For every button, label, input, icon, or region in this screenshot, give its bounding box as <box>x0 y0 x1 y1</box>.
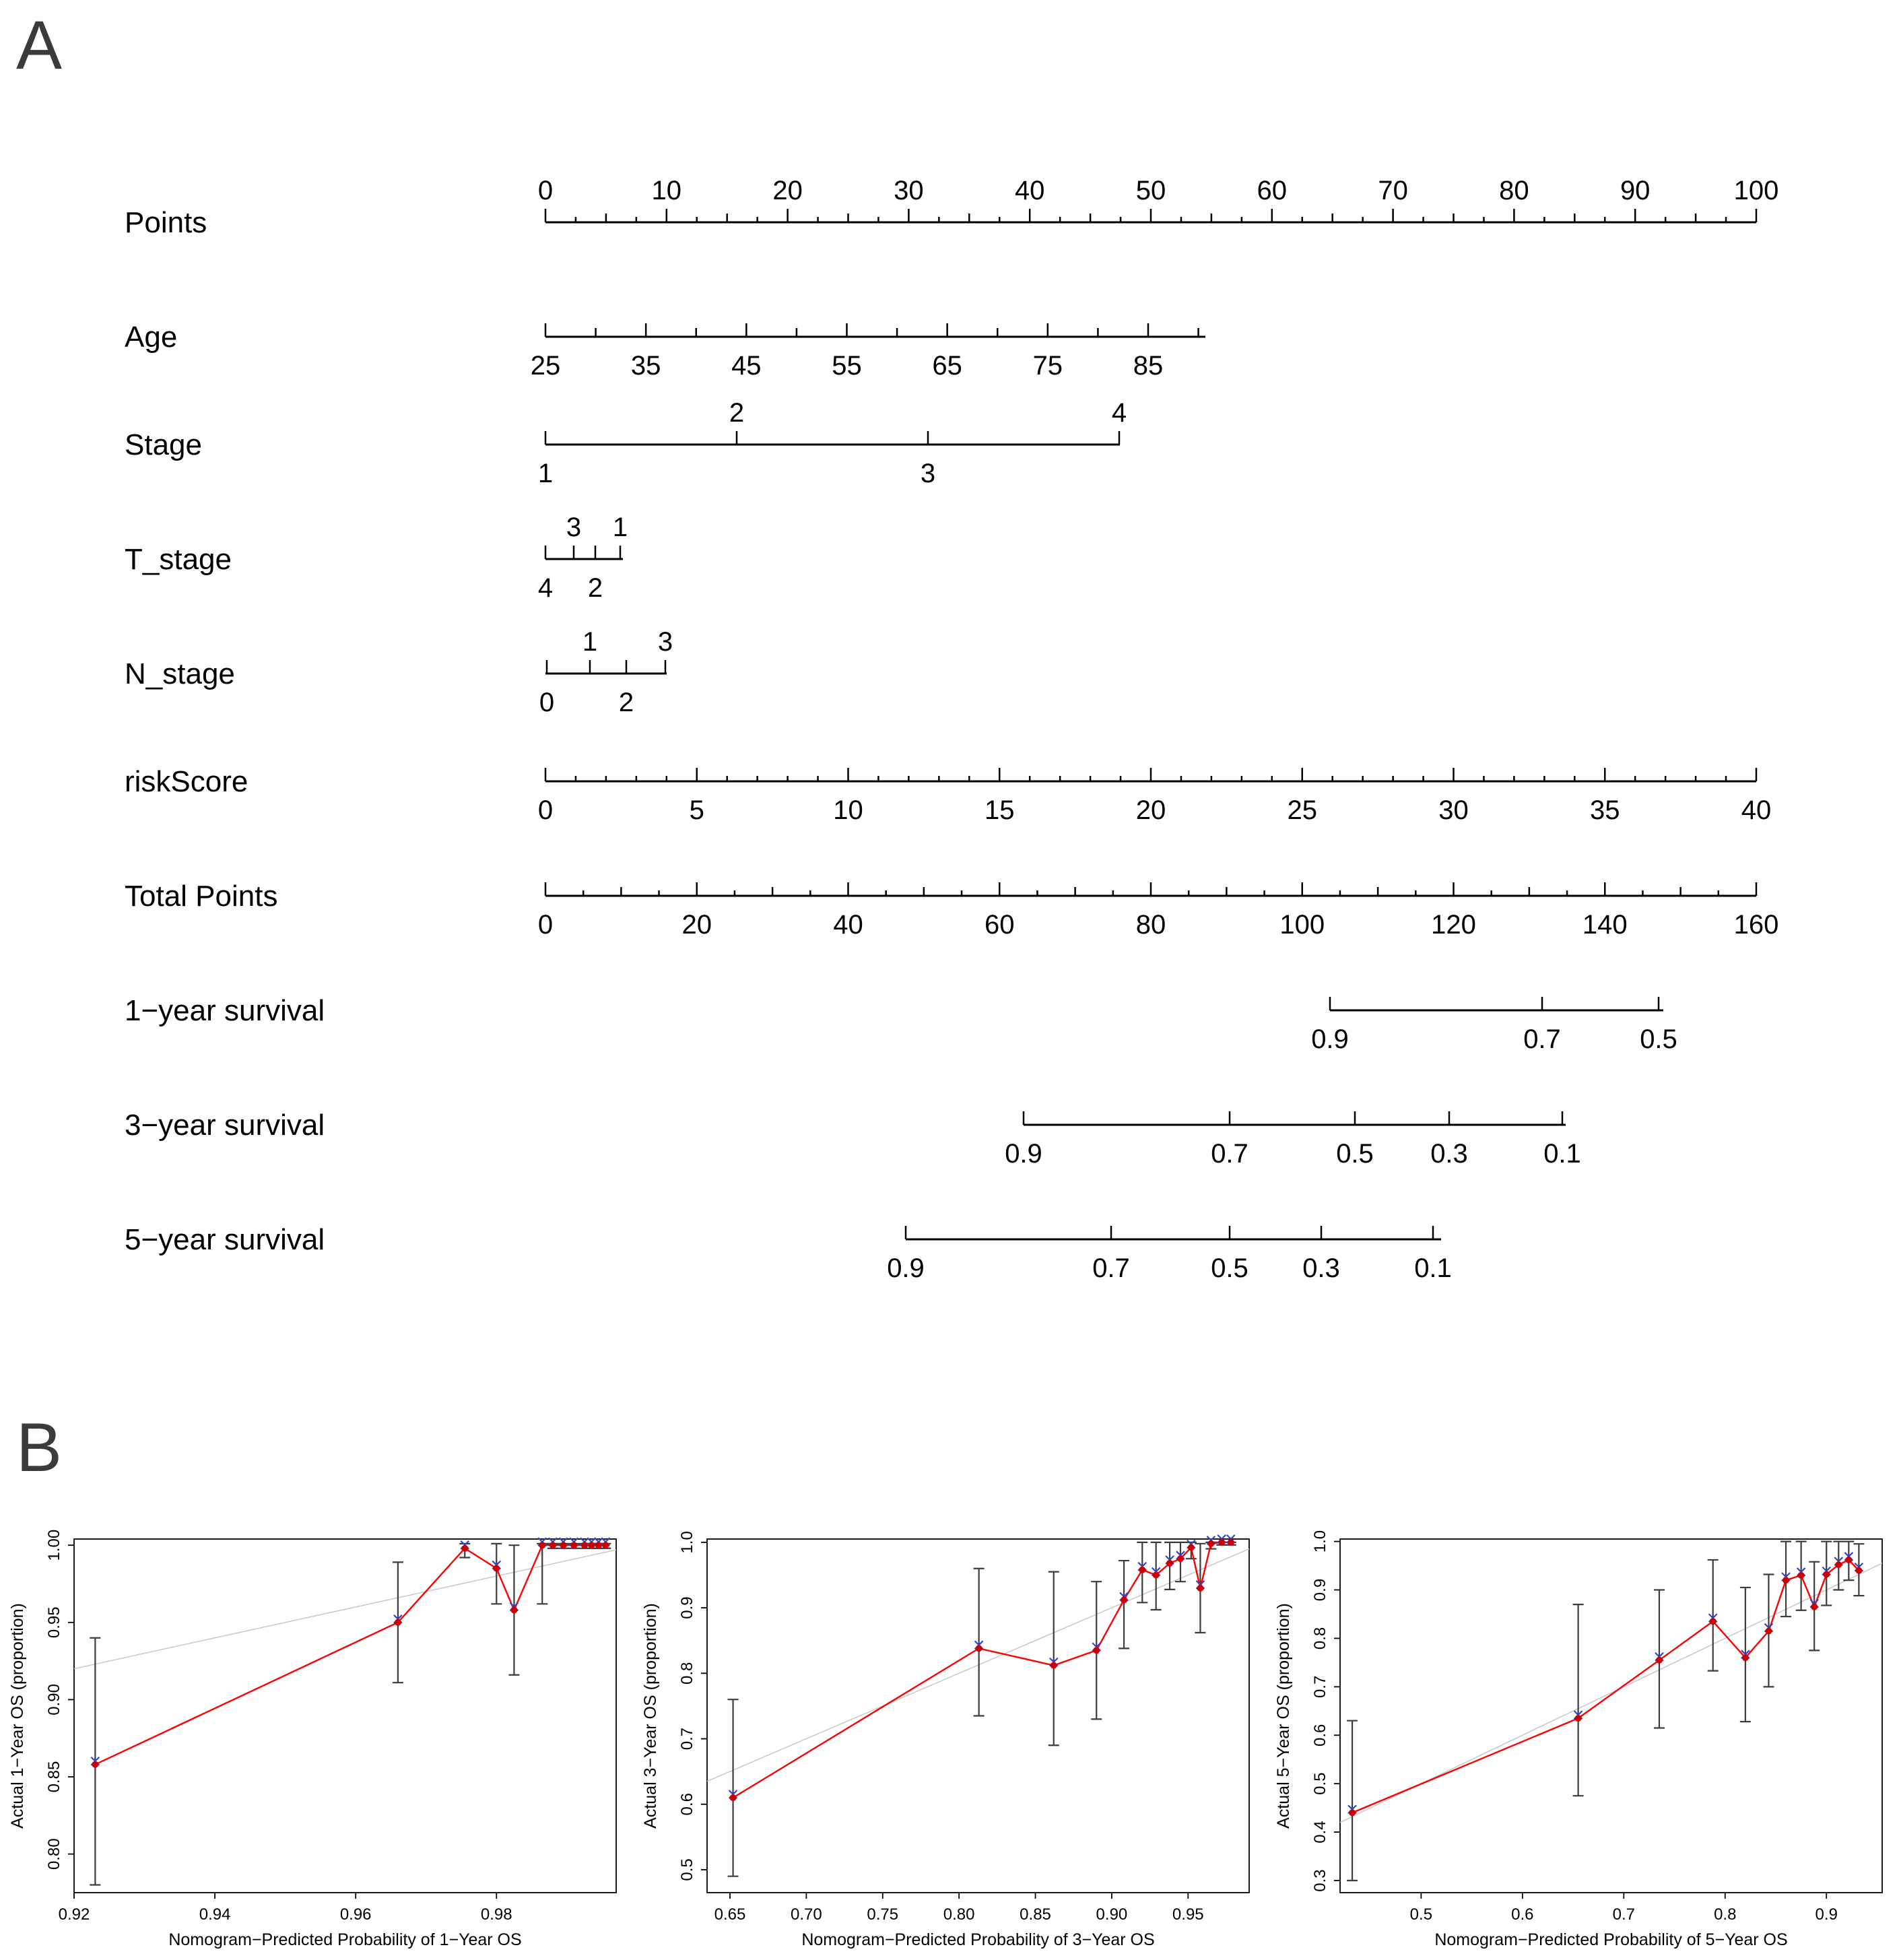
nomogram-row-label: 3−year survival <box>125 1109 325 1142</box>
nomogram-tick-label: 140 <box>1582 910 1628 940</box>
nomogram-tick-label: 55 <box>832 351 862 381</box>
observed-marker <box>560 1542 567 1548</box>
nomogram-tick-label: 35 <box>630 351 661 381</box>
observed-marker <box>539 1542 545 1548</box>
x-tick-label: 0.9 <box>1815 1905 1838 1924</box>
nomogram-tick-label: 2 <box>729 398 745 428</box>
observed-marker <box>581 1542 588 1548</box>
ideal-reference-line <box>74 1550 616 1669</box>
x-tick-label: 0.70 <box>791 1905 822 1924</box>
x-tick-label: 0.7 <box>1612 1905 1635 1924</box>
nomogram-tick-label: 40 <box>1014 176 1045 205</box>
y-tick-label: 0.3 <box>1311 1869 1329 1892</box>
plot-frame <box>74 1539 616 1893</box>
x-tick-label: 0.92 <box>58 1905 90 1924</box>
nomogram-tick-label: 20 <box>1135 795 1166 825</box>
observed-marker <box>395 1619 401 1626</box>
y-tick-label: 0.5 <box>678 1858 696 1881</box>
observed-marker <box>1710 1618 1717 1625</box>
observed-marker <box>1188 1544 1195 1551</box>
x-tick-label: 0.6 <box>1511 1905 1534 1924</box>
x-tick-label: 0.85 <box>1020 1905 1051 1924</box>
nomogram-tick-label: 0.1 <box>1414 1253 1452 1283</box>
nomogram-tick-label: 4 <box>537 573 554 603</box>
nomogram-tick-label: 2 <box>587 573 603 603</box>
nomogram-tick-label: 100 <box>1733 176 1779 205</box>
y-tick-label: 0.5 <box>1311 1772 1329 1795</box>
nomogram-tick-label: 0.7 <box>1211 1139 1248 1169</box>
nomogram-tick-label: 1 <box>537 459 554 488</box>
nomogram-row-label: Stage <box>125 428 202 461</box>
nomogram-row-label: Age <box>125 321 178 354</box>
nomogram-tick-label: 1 <box>582 627 598 657</box>
nomogram-tick-label: 0 <box>539 688 555 717</box>
nomogram-tick-label: 30 <box>894 176 924 205</box>
observed-marker <box>493 1565 500 1572</box>
nomogram-tick-label: 4 <box>1111 398 1127 428</box>
nomogram-row-label: Points <box>125 206 207 239</box>
y-tick-label: 0.7 <box>678 1727 696 1751</box>
nomogram-tick-label: 3 <box>566 513 582 542</box>
observed-marker <box>510 1606 517 1613</box>
y-axis-title: Actual 5−Year OS (proportion) <box>1274 1603 1293 1829</box>
y-tick-label: 0.4 <box>1311 1821 1329 1843</box>
x-tick-label: 0.5 <box>1409 1905 1433 1924</box>
y-tick-label: 0.95 <box>45 1606 63 1639</box>
nomogram-tick-label: 30 <box>1438 795 1469 825</box>
nomogram-row-label: T_stage <box>125 543 232 576</box>
x-tick-label: 0.8 <box>1714 1905 1737 1924</box>
y-tick-label: 0.6 <box>1311 1724 1329 1746</box>
nomogram-tick-label: 40 <box>1741 795 1772 825</box>
nomogram-tick-label: 90 <box>1620 176 1651 205</box>
observed-marker <box>92 1761 98 1768</box>
nomogram-row-label: 5−year survival <box>125 1223 325 1256</box>
calibration-line <box>1352 1560 1859 1812</box>
observed-marker <box>1811 1604 1818 1610</box>
nomogram-tick-label: 80 <box>1135 910 1166 940</box>
observed-marker <box>1783 1577 1789 1583</box>
y-axis-title: Actual 1−Year OS (proportion) <box>8 1603 27 1829</box>
observed-marker <box>1093 1647 1100 1654</box>
observed-marker <box>1835 1561 1842 1568</box>
nomogram-tick-label: 0.7 <box>1092 1253 1130 1283</box>
x-axis-title: Nomogram−Predicted Probability of 1−Year OS <box>168 1930 522 1949</box>
observed-marker <box>1177 1555 1184 1562</box>
nomogram-tick-label: 20 <box>772 176 803 205</box>
nomogram-tick-label: 40 <box>833 910 863 940</box>
observed-marker <box>1575 1715 1582 1722</box>
nomogram-tick-label: 0.5 <box>1640 1024 1677 1054</box>
y-axis-title: Actual 3−Year OS (proportion) <box>641 1603 660 1829</box>
y-tick-label: 0.90 <box>45 1684 63 1716</box>
nomogram-tick-label: 0.9 <box>1005 1139 1042 1169</box>
x-tick-label: 0.95 <box>1172 1905 1204 1924</box>
nomogram-tick-label: 0.3 <box>1302 1253 1340 1283</box>
observed-marker <box>1197 1585 1203 1592</box>
nomogram-tick-label: 45 <box>731 351 762 381</box>
nomogram-tick-label: 70 <box>1378 176 1408 205</box>
observed-marker <box>976 1645 982 1652</box>
nomogram-row-label: 1−year survival <box>125 994 325 1027</box>
observed-marker <box>1166 1560 1173 1567</box>
observed-marker <box>1845 1557 1852 1563</box>
observed-marker <box>1349 1809 1356 1816</box>
calibration-line <box>95 1545 605 1765</box>
nomogram-tick-label: 1 <box>612 513 628 542</box>
observed-marker <box>1855 1567 1862 1574</box>
nomogram-tick-label: 3 <box>657 627 673 657</box>
x-tick-label: 0.98 <box>480 1905 512 1924</box>
y-tick-label: 0.6 <box>678 1793 696 1816</box>
nomogram-tick-label: 20 <box>681 910 712 940</box>
nomogram-tick-label: 25 <box>530 351 561 381</box>
nomogram-tick-label: 0.5 <box>1211 1253 1248 1283</box>
y-tick-label: 1.0 <box>678 1531 696 1554</box>
y-tick-label: 1.00 <box>45 1529 63 1561</box>
panel-a-label: A <box>16 7 63 84</box>
observed-marker <box>1121 1596 1127 1603</box>
calibration-plot-3-year <box>633 1519 1266 1960</box>
x-tick-label: 0.96 <box>339 1905 372 1924</box>
y-tick-label: 0.8 <box>678 1662 696 1685</box>
observed-marker <box>595 1542 602 1548</box>
nomogram-tick-label: 120 <box>1431 910 1476 940</box>
nomogram-row-label: N_stage <box>125 657 235 690</box>
y-tick-label: 0.8 <box>1311 1627 1329 1650</box>
nomogram-tick-label: 85 <box>1133 351 1164 381</box>
observed-marker <box>1823 1571 1830 1578</box>
panel-b-label: B <box>16 1409 63 1486</box>
observed-marker <box>1742 1654 1749 1661</box>
y-tick-label: 0.80 <box>45 1838 63 1870</box>
observed-marker <box>1139 1567 1145 1573</box>
observed-marker <box>1153 1571 1160 1578</box>
nomogram-tick-label: 100 <box>1279 910 1325 940</box>
calibration-plot-5-year <box>1266 1519 1899 1960</box>
y-tick-label: 0.85 <box>45 1761 63 1793</box>
nomogram-tick-label: 50 <box>1135 176 1166 205</box>
nomogram-tick-label: 0.1 <box>1543 1139 1581 1169</box>
nomogram-row-label: Total Points <box>125 880 278 913</box>
x-tick-label: 0.80 <box>943 1905 975 1924</box>
nomogram-tick-label: 0 <box>537 910 554 940</box>
nomogram-tick-label: 10 <box>833 795 863 825</box>
nomogram-tick-label: 10 <box>651 176 682 205</box>
x-tick-label: 0.75 <box>867 1905 899 1924</box>
x-axis-title: Nomogram−Predicted Probability of 3−Year OS <box>801 1930 1155 1949</box>
observed-marker <box>1798 1572 1805 1579</box>
observed-marker <box>730 1794 737 1801</box>
calibration-plots-row <box>0 1519 1899 1960</box>
observed-marker <box>549 1542 556 1548</box>
nomogram-tick-label: 35 <box>1590 795 1620 825</box>
x-axis-title: Nomogram−Predicted Probability of 5−Year OS <box>1434 1930 1788 1949</box>
nomogram-tick-label: 5 <box>689 795 704 825</box>
nomogram-tick-label: 0.9 <box>887 1253 925 1283</box>
observed-marker <box>461 1545 468 1552</box>
nomogram-tick-label: 160 <box>1733 910 1779 940</box>
nomogram-tick-label: 60 <box>985 910 1015 940</box>
nomogram-tick-label: 0.3 <box>1430 1139 1468 1169</box>
observed-marker <box>1228 1539 1234 1546</box>
nomogram-tick-label: 25 <box>1287 795 1317 825</box>
calibration-plot-1-year <box>0 1519 633 1960</box>
observed-marker <box>1051 1662 1057 1669</box>
nomogram-tick-label: 80 <box>1499 176 1529 205</box>
y-tick-label: 1.0 <box>1311 1530 1329 1553</box>
x-tick-label: 0.65 <box>714 1905 746 1924</box>
nomogram-tick-label: 0.7 <box>1523 1024 1561 1054</box>
nomogram-tick-label: 2 <box>618 688 634 717</box>
nomogram-tick-label: 0.9 <box>1311 1024 1349 1054</box>
nomogram-tick-label: 0 <box>537 176 554 205</box>
nomogram-row-label: riskScore <box>125 765 248 798</box>
observed-marker <box>1765 1628 1772 1635</box>
x-tick-label: 0.90 <box>1096 1905 1128 1924</box>
observed-marker <box>602 1542 609 1548</box>
observed-marker <box>1207 1540 1214 1547</box>
x-tick-label: 0.94 <box>199 1905 231 1924</box>
nomogram-tick-label: 65 <box>932 351 962 381</box>
y-tick-label: 0.7 <box>1311 1675 1329 1699</box>
nomogram-tick-label: 15 <box>985 795 1015 825</box>
y-tick-label: 0.9 <box>1311 1578 1329 1602</box>
observed-marker <box>588 1542 595 1548</box>
nomogram-tick-label: 0.5 <box>1336 1139 1374 1169</box>
y-tick-label: 0.9 <box>678 1596 696 1619</box>
nomogram-tick-label: 0 <box>537 795 554 825</box>
nomogram-tick-label: 75 <box>1032 351 1063 381</box>
nomogram-tick-label: 60 <box>1257 176 1288 205</box>
observed-marker <box>570 1542 577 1548</box>
observed-marker <box>1656 1657 1663 1664</box>
ideal-reference-line <box>707 1549 1249 1782</box>
nomogram-tick-label: 3 <box>920 459 936 488</box>
observed-marker <box>1218 1539 1225 1546</box>
